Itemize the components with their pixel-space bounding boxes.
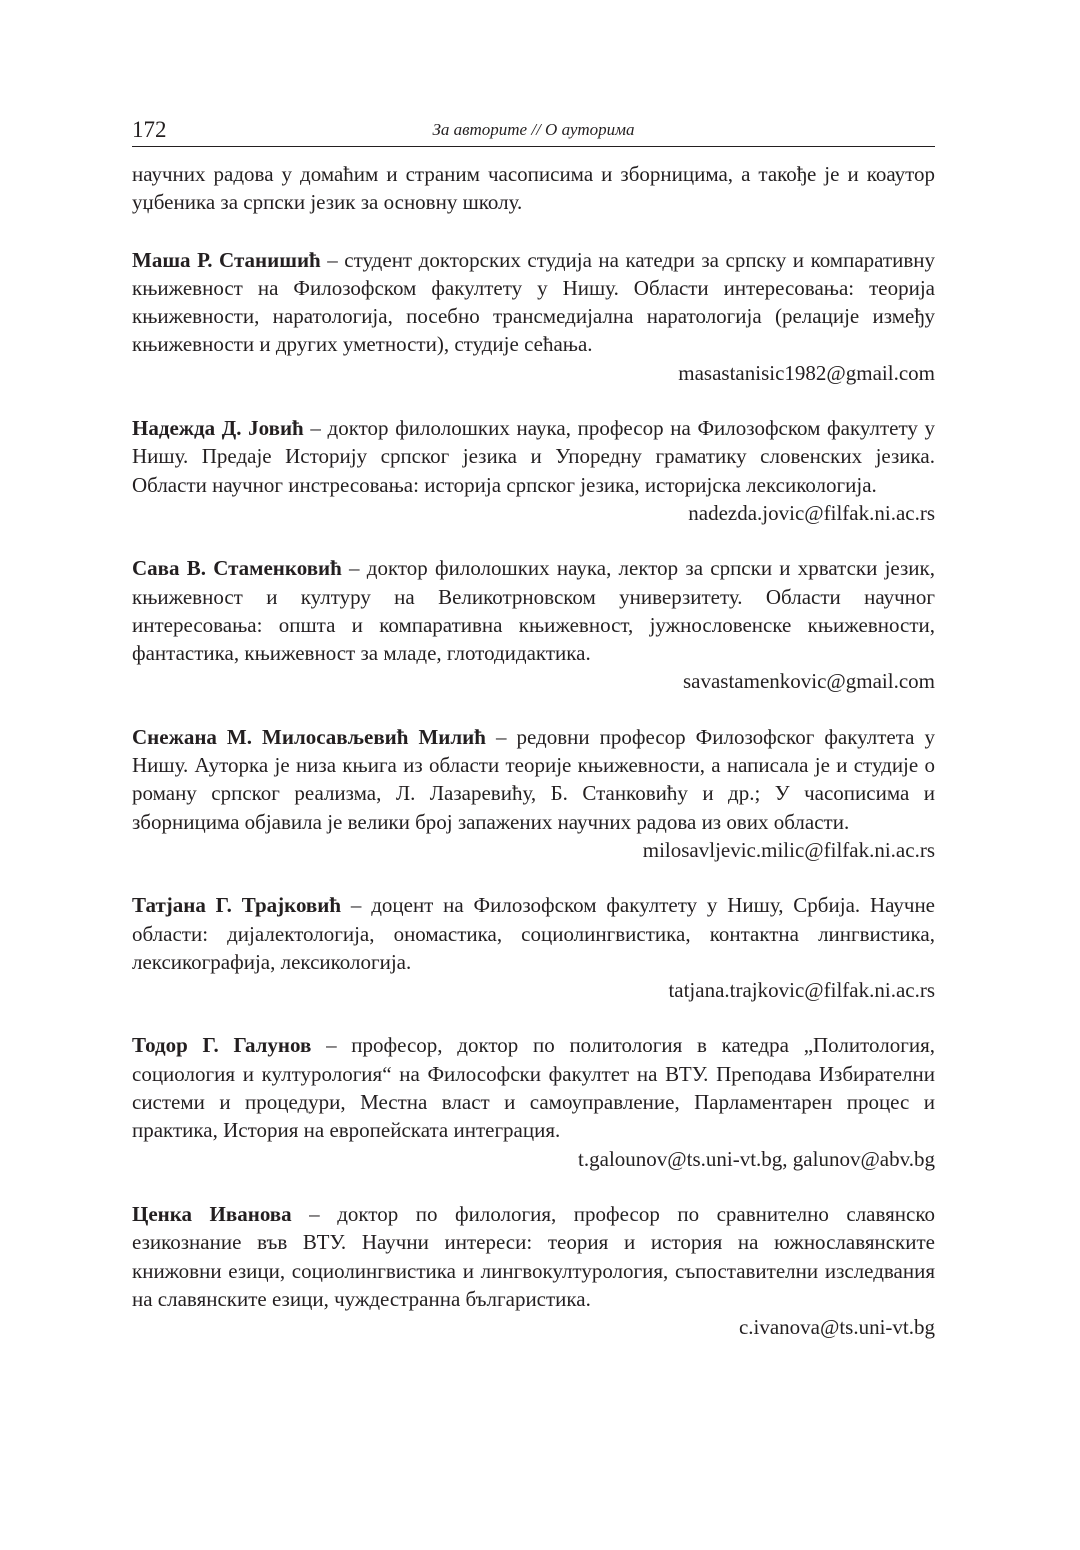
author-email: masastanisic1982@gmail.com [678, 360, 935, 385]
author-name: Маша Р. Станишић [132, 247, 321, 272]
author-email: c.ivanova@ts.uni-vt.bg [738, 1315, 935, 1340]
author-email: tatjana.trajkovic@filfak.ni.ac.rs [668, 978, 935, 1003]
author-bio [132, 1031, 935, 1144]
author-name: Сава В. Стаменковић [132, 556, 342, 581]
author-description: – доктор филолошких наука, професор на Филозофском факултету у Нишу. Предаје Историју српског језика и Упоредну граматику словенских језика. Области научног инстресовања: историја српског језика, историјска лексикологија. [132, 416, 935, 497]
page-content [132, 160, 935, 1341]
author-entry [132, 554, 935, 695]
intro-paragraph: научних радова у домаћим и страним часописима и зборницима, а такође је и коаутор уџбеника за српски језик за основну школу. [132, 162, 935, 215]
author-entry [132, 1031, 935, 1172]
author-entry [132, 723, 935, 864]
author-name: Снежана М. Милосављевић Милић [132, 724, 486, 749]
author-name: Ценка Иванова [132, 1201, 292, 1226]
page-header [132, 116, 935, 147]
author-name: Надежда Д. Јовић [132, 416, 304, 441]
author-bio [132, 891, 935, 976]
author-description: – редовни професор Филозофског факултета у Нишу. Ауторка је низа књига из области теорије књижевности, а написала је и студије о роману српског реализма, Л. Лазаревићу, Б. Станковићу и др.; У часописима и зборницима објавила је велики број запажених научних радова из ових области. [132, 724, 935, 834]
author-entry [132, 246, 935, 387]
author-bio [132, 1200, 935, 1313]
author-description: – професор, доктор по политология в катедра „Политология, социология и културология“ на Философски факултет на ВТУ. Преподава Избирателни системи и процедури, Местна власт и самоуправление, Парламентарен процес и практика, История на европейската интеграция. [132, 1033, 935, 1143]
author-description: – доктор филолошких наука, лектор за српски и хрватски језик, књижевност и културу на Великотрновском универзитету. Области научног интересовања: општа и компаративна књижевност, јужнословенске књижевности, фантастика, књижевност за младе, глотодидактика. [132, 556, 935, 666]
author-entry [132, 891, 935, 1004]
author-description: – студент докторских студија на катедри за српску и компаративну књижевност на Филозофском факултету у Нишу. Области интересовања: теорија књижевности, наратологија, посебно трансмедијална наратологија (релације између књижевности и других уметности), студије сећања. [132, 247, 935, 357]
author-entry [132, 1200, 935, 1341]
author-email: nadezda.jovic@filfak.ni.ac.rs [688, 500, 935, 525]
author-email: t.galounov@ts.uni-vt.bg, galunov@abv.bg [578, 1146, 935, 1171]
running-head: За авторите // О ауторима [432, 120, 635, 139]
author-email: milosavljevic.milic@filfak.ni.ac.rs [642, 837, 935, 862]
author-name: Тодор Г. Галунов [132, 1033, 312, 1058]
author-bio [132, 554, 935, 667]
author-bio [132, 414, 935, 499]
author-bio [132, 723, 935, 836]
author-entry [132, 414, 935, 527]
author-description: – доктор по филология, професор по сравнително славянско езикознание във ВТУ. Научни интереси: теория и история на южнославянските книжовни езици, социолингвистика и лингвокултурология, съпоставителни изследвания на славянските езици, чуждестранна българистика. [132, 1201, 935, 1311]
author-name: Татјана Г. Трајковић [132, 893, 342, 918]
page-number: 172 [132, 117, 167, 142]
author-email: savastamenkovic@gmail.com [682, 669, 935, 694]
author-bio [132, 246, 935, 359]
author-description: – доцент на Филозофском факултету у Нишу, Србија. Научне области: дијалектологија, ономастика, социолингвистика, контактна лингвистика, лексикографија, лексикологија. [132, 893, 935, 974]
